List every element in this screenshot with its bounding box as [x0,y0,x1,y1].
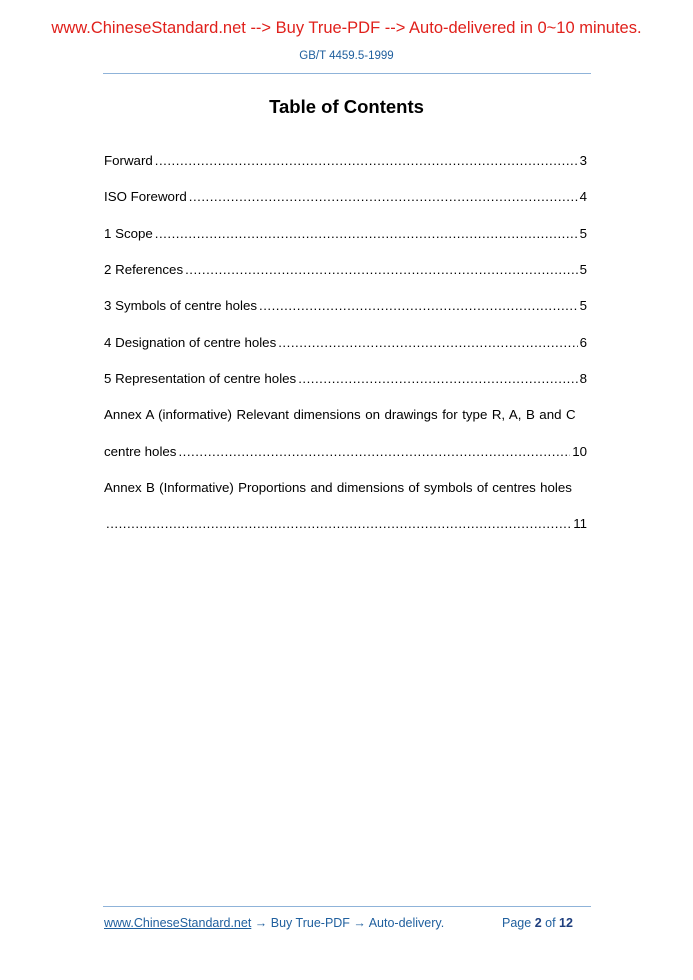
toc-entry-page: 5 [579,226,587,241]
toc-entry-forward[interactable] [104,153,587,169]
toc-leader-dots [298,371,577,387]
toc-entry-page: 11 [573,516,587,531]
toc-entry-title: 1 Scope [104,226,153,241]
toc-leader-dots [155,226,578,242]
toc-leader-dots [178,444,570,460]
toc-entry-iso-foreword[interactable] [104,189,587,205]
toc-leader-dots [278,335,577,351]
toc-leader-dots [155,153,578,169]
toc-entry-page: 6 [579,335,587,350]
toc-entry-page: 8 [579,371,587,386]
toc-entry-designation[interactable] [104,335,587,351]
header-divider [103,73,591,74]
toc-entry-title: centre holes [104,444,177,459]
toc-entry-annex-a-line1[interactable]: Annex A (informative) Relevant dimensions on drawings for type R, A, B and C [104,407,576,422]
toc-entry-page: 4 [579,189,587,204]
toc-entry-title: 5 Representation of centre holes [104,371,297,386]
toc-entry-representation[interactable] [104,371,587,387]
toc-entry-annex-b-line1[interactable]: Annex B (Informative) Proportions and dimensions of symbols of centres holes [104,480,572,495]
toc-leader-dots [106,516,571,532]
page-indicator [502,916,573,930]
footer-site-link[interactable]: www.ChineseStandard.net [104,916,252,930]
promo-banner[interactable]: www.ChineseStandard.net --> Buy True-PDF --> Auto-delivered in 0~10 minutes. [51,19,642,37]
footer-promo [104,916,444,930]
toc-entry-title: 3 Symbols of centre holes [104,298,257,313]
page-of: of [545,916,556,930]
standard-code: GB/T 4459.5-1999 [299,50,394,62]
footer-divider [103,906,591,907]
toc-entry-page: 5 [579,298,587,313]
toc-leader-dots [189,189,578,205]
toc-entry-page: 10 [572,444,587,459]
toc-entry-title: 4 Designation of centre holes [104,335,277,350]
toc-entry-annex-b[interactable] [104,516,587,532]
page-label: Page [502,916,532,930]
toc-entry-references[interactable] [104,262,587,278]
toc-entry-symbols[interactable] [104,298,587,314]
toc-entry-scope[interactable] [104,226,587,242]
toc-entry-page: 3 [579,153,587,168]
toc-entry-title: Forward [104,153,153,168]
toc-entry-title: ISO Foreword [104,189,187,204]
page-total: 12 [559,916,573,930]
toc-leader-dots [259,298,578,314]
toc-entry-title: 2 References [104,262,184,277]
page-title: Table of Contents [269,96,424,117]
toc-leader-dots [185,262,578,278]
toc-entry-page: 5 [579,262,587,277]
footer-promo-text: → Buy True-PDF → Auto-delivery. [251,916,445,930]
page-current: 2 [534,916,542,930]
toc-entry-annex-a[interactable] [104,444,587,460]
